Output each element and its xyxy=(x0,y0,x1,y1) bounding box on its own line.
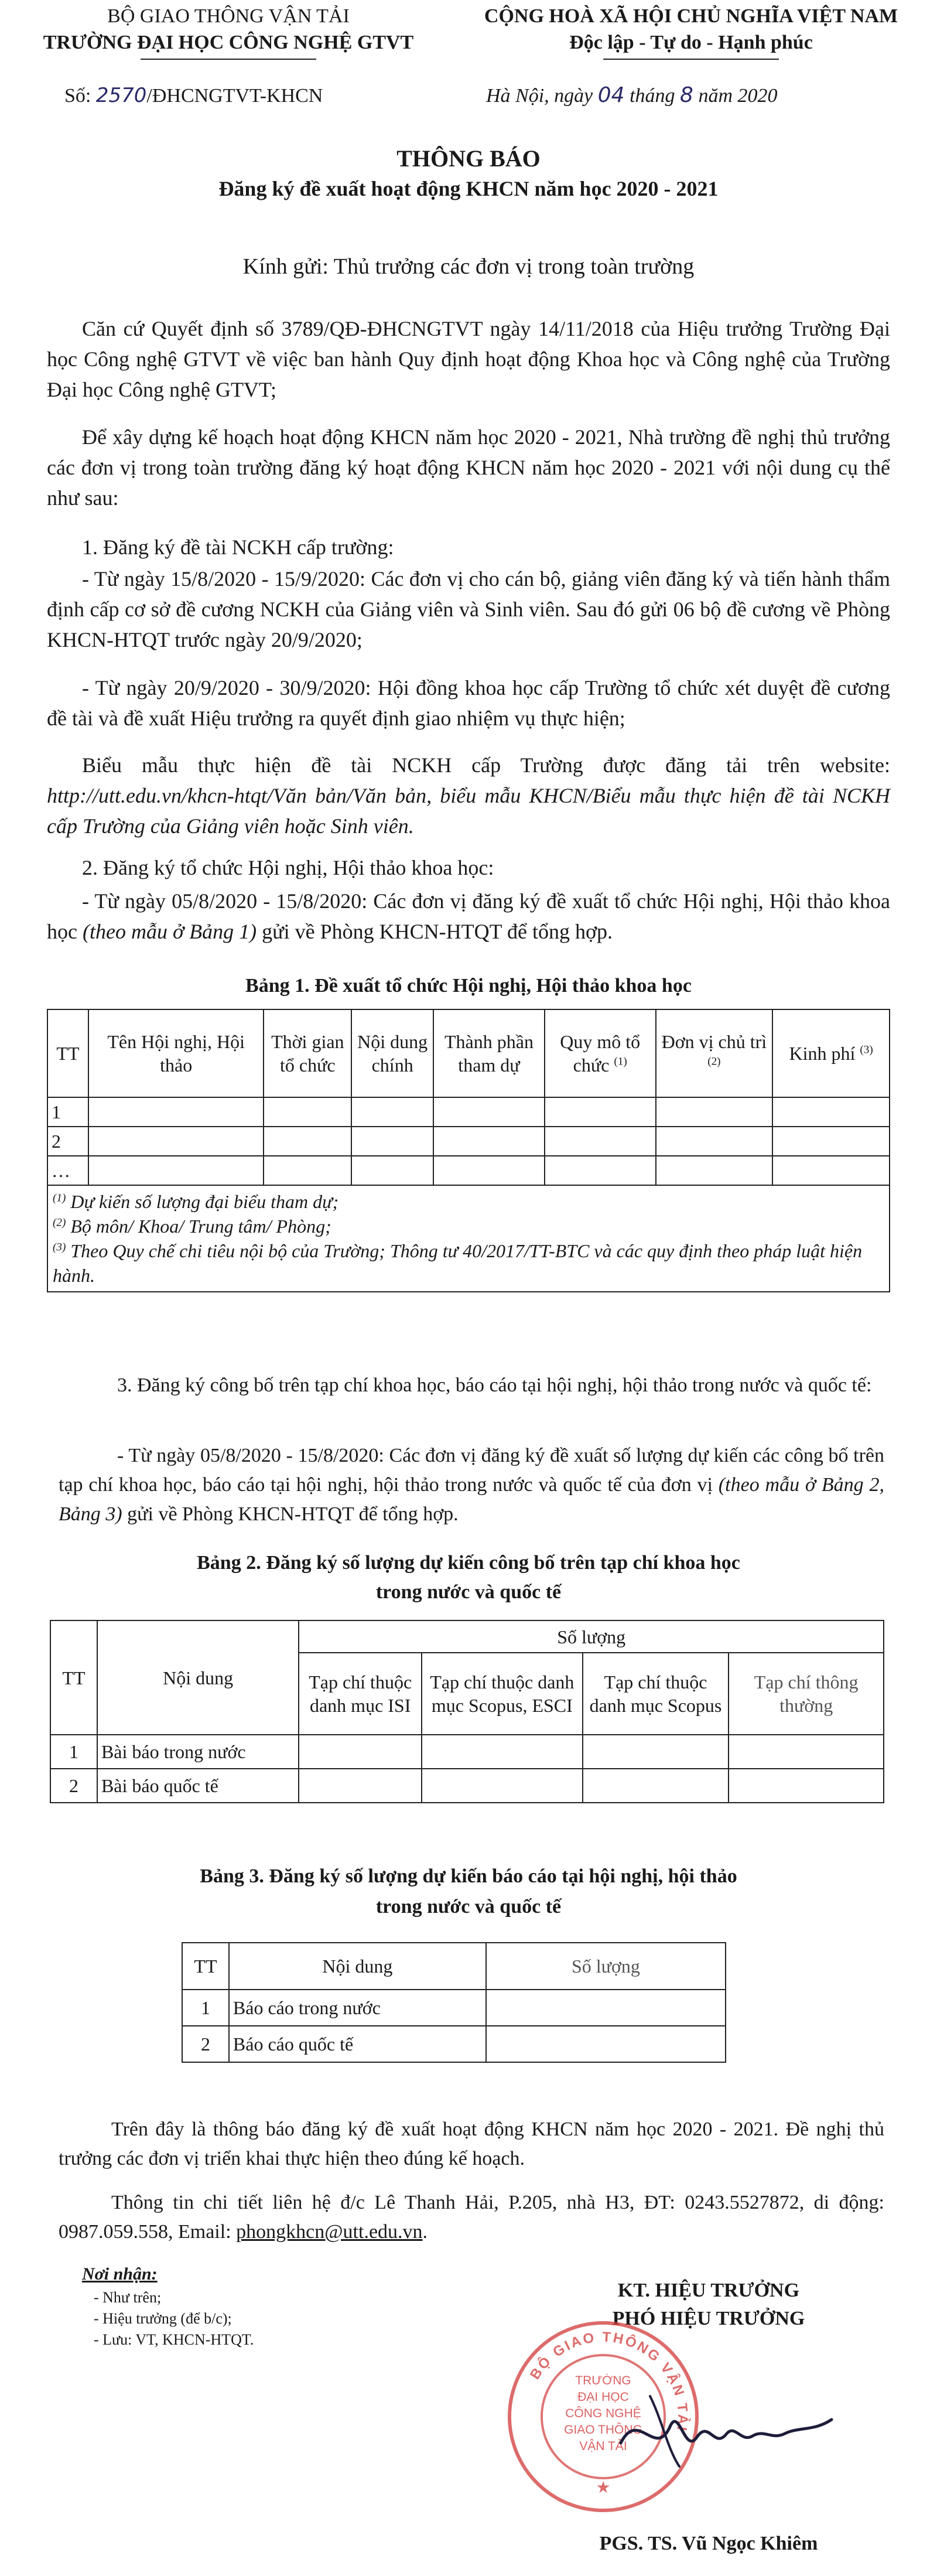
t2-sub-isi: Tạp chí thuộc danh mục ISI xyxy=(299,1653,422,1735)
signature-title-1: KT. HIỆU TRƯỞNG xyxy=(617,2280,800,2301)
t1-cell[interactable] xyxy=(433,1097,545,1127)
t1-cell[interactable] xyxy=(264,1127,351,1156)
stamp-center-line: ĐẠI HỌC xyxy=(577,2390,629,2404)
table-3 xyxy=(182,1942,726,2063)
t2-row-1-tt: 1 xyxy=(50,1735,97,1769)
greeting: Kính gửi: Thủ trưởng các đơn vị trong toàn trường xyxy=(242,254,695,279)
t2-sub-regular: Tạp chí thông thường xyxy=(729,1653,884,1735)
stamp-star-icon: ★ xyxy=(596,2479,611,2497)
number-prefix: Số: xyxy=(64,85,91,107)
t1-cell[interactable] xyxy=(88,1127,264,1156)
stamp-center-line: VẬN TẢI xyxy=(579,2439,627,2453)
t1-header-time: Thời gian tổ chức xyxy=(264,1009,351,1097)
t1-cell[interactable] xyxy=(656,1097,773,1127)
table-row xyxy=(47,1156,890,1185)
section-2-item-a-text: - Từ ngày 05/8/2020 - 15/8/2020: Các đơn vị đăng ký đề xuất tổ chức Hội nghị, Hội thảo khoa học xyxy=(47,889,890,943)
t3-row-1-tt: 1 xyxy=(182,1990,229,2026)
t1-header-scale-note: (1) xyxy=(614,1055,627,1068)
t1-header-tt: TT xyxy=(47,1009,88,1097)
t3-row-1-content: Báo cáo trong nước xyxy=(229,1990,486,2026)
t2-cell[interactable] xyxy=(422,1769,583,1803)
header-right-rule xyxy=(603,59,779,60)
section-3-item-a-end: gửi về Phòng KHCN-HTQT để tổng hợp. xyxy=(127,1503,459,1525)
stamp-center-line: GIAO THÔNG xyxy=(564,2423,642,2437)
table-1-notes xyxy=(47,1185,890,1292)
t1-cell[interactable] xyxy=(772,1156,890,1185)
notice-title: THÔNG BÁO xyxy=(396,145,541,172)
table-1-caption: Bảng 1. Đề xuất tổ chức Hội nghị, Hội thảo khoa học xyxy=(245,975,692,997)
t2-cell[interactable] xyxy=(299,1769,422,1803)
t2-header-content: Nội dung xyxy=(97,1620,299,1735)
section-3-item-a-ref: (theo mẫu ở Bảng 2, Bảng 3) xyxy=(59,1474,885,1525)
note-1 xyxy=(53,1189,884,1214)
ministry-name: BỘ GIAO THÔNG VẬN TẢI xyxy=(107,5,350,27)
document-date xyxy=(486,82,919,110)
table-3-caption-line-2: trong nước và quốc tế xyxy=(375,1896,562,1918)
t2-cell[interactable] xyxy=(729,1735,884,1769)
signature-stroke xyxy=(621,2420,832,2443)
date-month: 8 xyxy=(680,83,693,107)
note-2 xyxy=(53,1214,884,1238)
signer-name: PGS. TS. Vũ Ngọc Khiêm xyxy=(599,2533,818,2554)
section-3-title: 3. Đăng ký công bố trên tạp chí khoa học, báo cáo tại hội nghị, hội thảo trong nước và quốc tế: xyxy=(117,1374,872,1396)
section-1-item-a: - Từ ngày 15/8/2020 - 15/9/2020: Các đơn vị cho cán bộ, giảng viên đăng ký và tiến hành thẩm định cấp cơ sở đề cương NCKH của Giảng viên và Sinh viên. Sau đó gửi 06 bộ đề cương về Phòng KHCN-HTQT trước ngày 20/9/2020; xyxy=(47,567,890,651)
stamp-center-line: CÔNG NGHỆ xyxy=(565,2407,641,2420)
t1-cell[interactable] xyxy=(88,1156,264,1185)
t1-cell[interactable] xyxy=(433,1127,545,1156)
table-row xyxy=(182,1990,726,2026)
document-number xyxy=(64,82,428,110)
section-3-item-a-text: - Từ ngày 05/8/2020 - 15/8/2020: Các đơn vị đăng ký đề xuất số lượng dự kiến các công bố trên tạp chí khoa học, báo cáo tại hội nghị, hội thảo trong nước và quốc tế của đơn vị xyxy=(59,1445,884,1496)
t2-cell[interactable] xyxy=(583,1769,729,1803)
t1-header-name: Tên Hội nghị, Hội thảo xyxy=(88,1009,264,1097)
t1-row-1-tt: 1 xyxy=(47,1097,88,1127)
section-3-item-a xyxy=(59,1441,884,1529)
recipients-title: Nơi nhận: xyxy=(82,2264,158,2284)
t1-header-budget-note: (3) xyxy=(860,1043,873,1056)
table-1 xyxy=(47,1009,890,1292)
t1-cell[interactable] xyxy=(545,1097,656,1127)
table-row xyxy=(50,1769,884,1803)
t1-cell[interactable] xyxy=(545,1156,656,1185)
paragraph-legal-basis: Căn cứ Quyết định số 3789/QĐ-ĐHCNGTVT ngày 14/11/2018 của Hiệu trưởng Trường Đại học Công nghệ GTVT về việc ban hành Quy định hoạt động Khoa học và Công nghệ của Trường Đại học Công nghệ GTVT; xyxy=(47,317,890,401)
contact-end: . xyxy=(422,2221,428,2243)
t2-row-2-tt: 2 xyxy=(50,1769,97,1803)
t3-cell[interactable] xyxy=(486,2026,726,2062)
t1-cell[interactable] xyxy=(772,1097,890,1127)
t2-header-tt: TT xyxy=(50,1620,97,1735)
t1-header-unit-label: Đơn vị chủ trì xyxy=(661,1031,767,1052)
university-name: TRƯỜNG ĐẠI HỌC CÔNG NGHỆ GTVT xyxy=(43,32,414,53)
table-2-caption-line-1: Bảng 2. Đăng ký số lượng dự kiến công bố trên tạp chí khoa học xyxy=(197,1552,740,1574)
table-row xyxy=(182,2026,726,2062)
stamp-center-line: TRƯỜNG xyxy=(575,2374,631,2387)
contact-paragraph xyxy=(59,2188,884,2247)
closing-paragraph: Trên đây là thông báo đăng ký đề xuất hoạt động KHCN năm học 2020 - 2021. Đề nghị thủ trưởng các đơn vị triển khai thực hiện theo đúng kế hoạch. xyxy=(59,2118,884,2169)
contact-text: Thông tin chi tiết liên hệ đ/c Lê Thanh Hải, P.205, nhà H3, ĐT: 0243.5527872, di động: 0987.059.558, Email: xyxy=(59,2192,884,2243)
section-2-title: 2. Đăng ký tổ chức Hội nghị, Hội thảo khoa học: xyxy=(82,856,494,879)
notice-subtitle: Đăng ký đề xuất hoạt động KHCN năm học 2020 - 2021 xyxy=(218,177,719,200)
t1-header-budget-label: Kinh phí xyxy=(789,1043,856,1064)
t2-sub-scopus: Tạp chí thuộc danh mục Scopus xyxy=(583,1653,729,1735)
t3-row-2-tt: 2 xyxy=(182,2026,229,2062)
t2-cell[interactable] xyxy=(299,1735,422,1769)
date-year: năm 2020 xyxy=(698,85,778,107)
handwritten-signature xyxy=(615,2384,837,2478)
t1-cell[interactable] xyxy=(656,1156,773,1185)
t3-row-2-content: Báo cáo quốc tế xyxy=(229,2026,486,2062)
table-row xyxy=(50,1735,884,1769)
section-2-item-a-ref: (theo mẫu ở Bảng 1) xyxy=(82,920,257,943)
paragraph-purpose: Để xây dựng kế hoạch hoạt động KHCN năm học 2020 - 2021, Nhà trường đề nghị thủ trưởng các đơn vị trong toàn trường đăng ký hoạt động KHCN năm học 2020 - 2021 với nội dung cụ thể như sau: xyxy=(47,425,890,510)
t1-header-participants: Thành phần tham dự xyxy=(433,1009,545,1097)
section-1-title: 1. Đăng ký đề tài NCKH cấp trường: xyxy=(82,535,394,559)
table-2-caption-line-2: trong nước và quốc tế xyxy=(375,1581,562,1603)
t1-cell[interactable] xyxy=(351,1156,433,1185)
contact-email-link[interactable]: phongkhcn@utt.edu.vn xyxy=(236,2221,423,2243)
recipients-list xyxy=(94,2287,254,2350)
date-day: 04 xyxy=(597,83,625,107)
t1-cell[interactable] xyxy=(351,1097,433,1127)
t2-row-2-content: Bài báo quốc tế xyxy=(97,1769,299,1803)
t1-cell[interactable] xyxy=(772,1127,890,1156)
section-2-item-a xyxy=(47,886,890,947)
signature-stroke xyxy=(650,2396,679,2466)
section-1-template-note xyxy=(47,750,890,841)
t1-header-scale-label: Quy mô tổ chức xyxy=(560,1031,641,1076)
date-prefix: Hà Nội, ngày xyxy=(486,85,593,107)
table-row xyxy=(47,1127,890,1156)
table-row xyxy=(47,1097,890,1127)
section-2-item-a-end: gửi về Phòng KHCN-HTQT để tổng hợp. xyxy=(262,920,613,943)
template-note-lead: Biểu mẫu thực hiện đề tài NCKH cấp Trường được đăng tải trên website: xyxy=(82,753,890,777)
number-suffix: /ĐHCNGTVT-KHCN xyxy=(146,85,323,107)
t1-header-scale xyxy=(545,1009,656,1097)
signature-title-2: PHÓ HIỆU TRƯỞNG xyxy=(612,2308,805,2329)
note-2-mark: (2) xyxy=(53,1216,66,1229)
stamp-ring-text: BỘ GIAO THÔNG VẬN TẢI xyxy=(526,2329,691,2434)
note-1-text: Dự kiến số lượng đại biểu tham dự; xyxy=(70,1191,339,1212)
t2-sub-scopus-esci: Tạp chí thuộc danh mục Scopus, ESCI xyxy=(422,1653,583,1735)
t1-row-2-tt: 2 xyxy=(47,1127,88,1156)
note-2-text: Bộ môn/ Khoa/ Trung tâm/ Phòng; xyxy=(70,1216,331,1237)
t2-cell[interactable] xyxy=(583,1735,729,1769)
t1-cell[interactable] xyxy=(545,1127,656,1156)
t3-cell[interactable] xyxy=(486,1990,726,2026)
date-month-label: tháng xyxy=(630,85,675,107)
note-3-mark: (3) xyxy=(53,1241,66,1254)
number-handwritten: 2570 xyxy=(95,84,147,107)
section-1-item-b: - Từ ngày 20/9/2020 - 30/9/2020: Hội đồng khoa học cấp Trường tổ chức xét duyệt đề cương đề tài và đề xuất Hiệu trưởng ra quyết định giao nhiệm vụ thực hiện; xyxy=(47,676,890,730)
table-1-notes-row xyxy=(47,1185,890,1292)
t1-cell[interactable] xyxy=(351,1127,433,1156)
note-1-mark: (1) xyxy=(53,1192,66,1205)
t2-cell[interactable] xyxy=(422,1735,583,1769)
t1-cell[interactable] xyxy=(88,1097,264,1127)
t1-header-unit xyxy=(656,1009,773,1097)
t3-header-tt: TT xyxy=(182,1943,229,1990)
table-3-caption-line-1: Bảng 3. Đăng ký số lượng dự kiến báo cáo tại hội nghị, hội thảo xyxy=(200,1865,737,1887)
recipient-item: - Như trên; xyxy=(94,2289,162,2306)
recipient-item: - Lưu: VT, KHCN-HTQT. xyxy=(94,2331,254,2348)
recipient-item: - Hiệu trưởng (để b/c); xyxy=(94,2310,232,2327)
template-link[interactable]: http://utt.edu.vn/khcn-htqt/Văn bản/Văn bản, biểu mẫu KHCN/Biểu mẫu thực hiện đề tài NCKH cấp Trường của Giảng viên hoặc Sinh viên. xyxy=(47,784,890,838)
t1-row-3-tt: … xyxy=(47,1156,88,1185)
note-3 xyxy=(53,1238,884,1288)
t1-header-budget xyxy=(772,1009,890,1097)
t1-cell[interactable] xyxy=(264,1097,351,1127)
header-left-rule xyxy=(141,59,316,60)
t2-row-1-content: Bài báo trong nước xyxy=(97,1735,299,1769)
t1-header-content: Nội dung chính xyxy=(351,1009,433,1097)
t2-cell[interactable] xyxy=(729,1769,884,1803)
t1-cell[interactable] xyxy=(656,1127,773,1156)
motto: Độc lập - Tự do - Hạnh phúc xyxy=(569,32,813,53)
note-3-text: Theo Quy chế chi tiêu nội bộ của Trường; Thông tư 40/2017/TT-BTC và các quy định theo pháp luật hiện hành. xyxy=(53,1240,863,1286)
t3-header-content: Nội dung xyxy=(229,1943,486,1990)
t3-header-quantity: Số lượng xyxy=(486,1943,726,1990)
t1-cell[interactable] xyxy=(264,1156,351,1185)
t1-cell[interactable] xyxy=(433,1156,545,1185)
t1-header-unit-note: (2) xyxy=(707,1055,721,1068)
t2-header-quantity: Số lượng xyxy=(299,1620,884,1653)
country-name: CỘNG HOÀ XÃ HỘI CHỦ NGHĨA VIỆT NAM xyxy=(484,5,898,27)
table-2 xyxy=(50,1620,884,1803)
